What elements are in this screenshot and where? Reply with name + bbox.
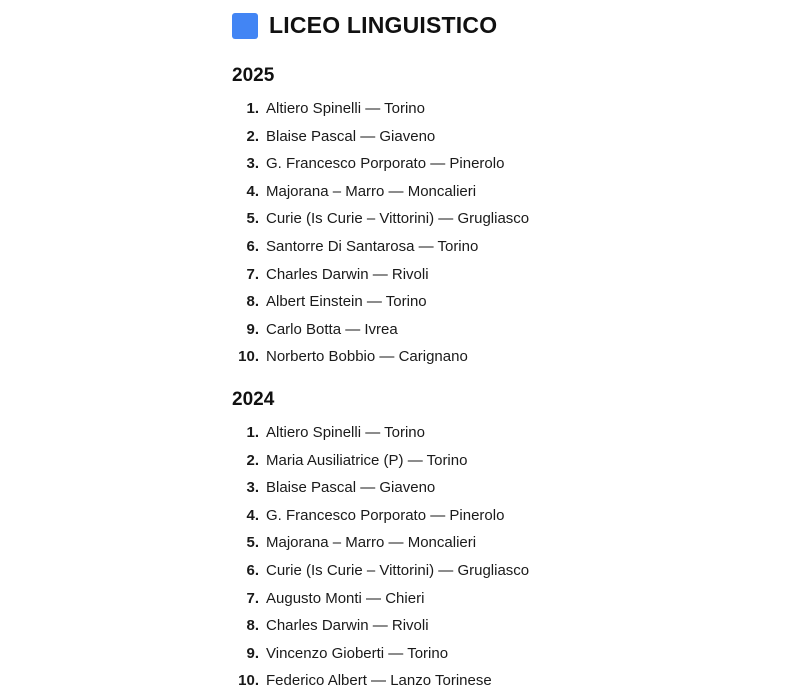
school-name: Curie (Is Curie – Vittorini) — Grugliasco [266,561,530,579]
year-heading: 2024 [232,388,275,410]
rank-number: 2. [246,127,259,145]
list-item [232,447,800,475]
school-name: Augusto Monti — Chieri [266,589,425,607]
school-name: Norberto Bobbio — Carignano [266,348,468,366]
school-name: Charles Darwin — Rivoli [266,265,429,283]
rank-number: 5. [246,534,259,552]
rank-number: 2. [246,451,259,469]
school-name: Blaise Pascal — Giaveno [266,479,436,497]
year-heading: 2025 [232,65,275,86]
list-item [232,95,800,123]
school-name: G. Francesco Porporato — Pinerolo [266,155,505,173]
rank-number: 8. [246,617,259,635]
list-item [232,502,800,530]
rank-number: 6. [246,561,259,579]
school-name: Majorana – Marro — Moncalieri [266,182,477,200]
school-name: Charles Darwin — Rivoli [266,617,429,635]
school-name: Majorana – Marro — Moncalieri [266,534,477,552]
list-item [232,529,800,557]
list-item [232,288,800,316]
list-item [232,557,800,585]
school-name: G. Francesco Porporato — Pinerolo [266,506,505,524]
list-item [232,612,800,640]
list-item [232,419,800,447]
rank-number: 7. [246,265,259,283]
rank-number: 8. [246,293,259,311]
rank-number: 9. [246,320,259,338]
list-item [232,123,800,151]
rank-number: 3. [246,479,259,497]
school-name: Carlo Botta — Ivrea [266,320,398,338]
school-name: Santorre Di Santarosa — Torino [266,237,479,255]
list-item [232,233,800,261]
rank-number: 6. [246,237,259,255]
year-section-2024 [232,389,800,695]
list-item [232,205,800,233]
school-name: Albert Einstein — Torino [266,293,427,311]
rank-number: 1. [246,423,259,441]
list-item [232,261,800,289]
ranking-list-2025 [232,95,800,371]
ranking-list-2024 [232,419,800,695]
list-item [232,667,800,695]
list-item [232,316,800,344]
list-item [232,178,800,206]
school-name: Altiero Spinelli — Torino [266,100,425,117]
list-item [232,343,800,371]
rank-number: 1. [246,100,259,117]
school-name: Maria Ausiliatrice (P) — Torino [266,451,468,469]
rank-number: 7. [246,589,259,607]
school-name: Blaise Pascal — Giaveno [266,127,436,145]
rank-number: 3. [246,155,259,173]
page-title-row [232,12,800,39]
year-section-2025 [232,65,800,371]
school-name: Curie (Is Curie – Vittorini) — Grugliasco [266,210,530,228]
rank-number: 9. [246,644,259,662]
blue-square-icon [232,13,258,39]
list-item [232,150,800,178]
list-item [232,474,800,502]
rank-number: 10. [238,348,259,366]
list-item [232,585,800,613]
rank-number: 4. [246,506,259,524]
school-name: Vincenzo Gioberti — Torino [266,644,449,662]
school-name: Altiero Spinelli — Torino [266,423,425,441]
page-title: LICEO LINGUISTICO [269,12,498,38]
rank-number: 10. [238,672,259,690]
rank-number: 4. [246,182,259,200]
rank-number: 5. [246,210,259,228]
school-name: Federico Albert — Lanzo Torinese [266,672,492,690]
list-item [232,640,800,668]
